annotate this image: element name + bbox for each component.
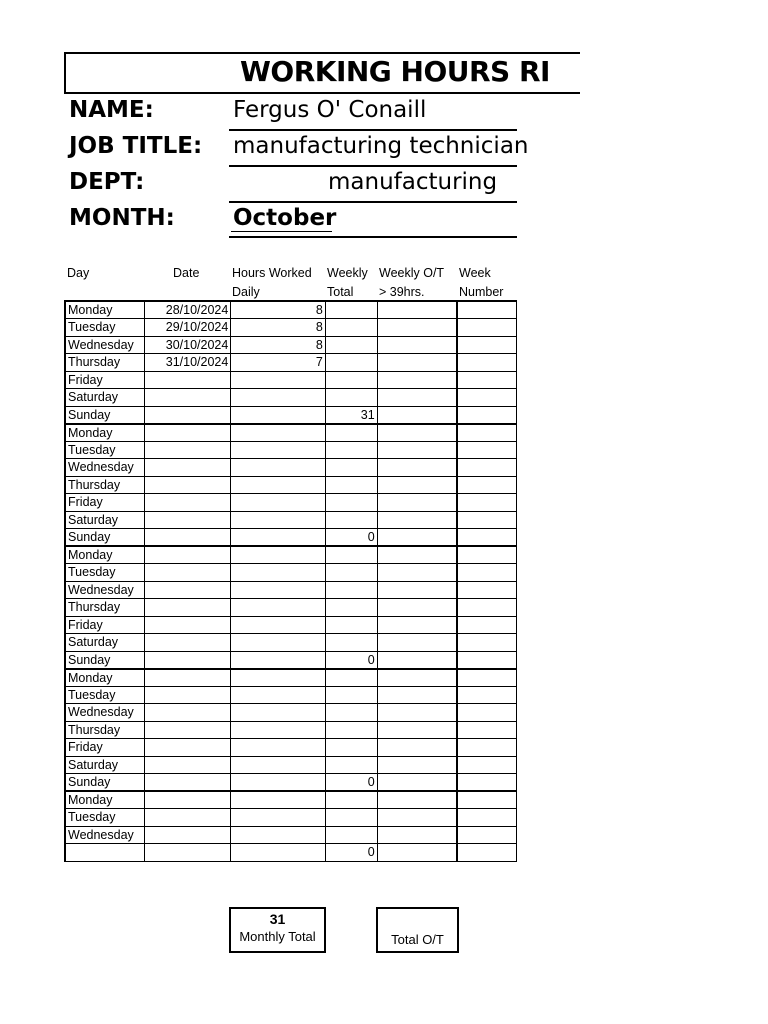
hours-cell[interactable]: [231, 476, 326, 494]
week-number-cell[interactable]: [457, 546, 517, 564]
weekly-ot-cell[interactable]: [377, 669, 457, 687]
hours-cell[interactable]: [231, 406, 326, 424]
day-cell[interactable]: Saturday: [65, 511, 145, 529]
week-number-cell[interactable]: [457, 634, 517, 652]
date-cell[interactable]: [145, 529, 231, 547]
weekly-total-cell[interactable]: [325, 809, 377, 827]
date-cell[interactable]: [145, 371, 231, 389]
date-cell[interactable]: [145, 564, 231, 582]
week-number-cell[interactable]: [457, 599, 517, 617]
weekly-ot-cell[interactable]: [377, 319, 457, 337]
table-row: [65, 704, 517, 722]
day-cell[interactable]: Sunday: [65, 774, 145, 792]
day-cell[interactable]: Thursday: [65, 721, 145, 739]
day-cell[interactable]: Monday: [65, 424, 145, 442]
hours-cell[interactable]: 8: [231, 319, 326, 337]
weekly-ot-cell[interactable]: [377, 844, 457, 862]
weekly-ot-cell[interactable]: [377, 424, 457, 442]
day-cell[interactable]: Sunday: [65, 529, 145, 547]
monthly-total-box: [229, 907, 326, 953]
table-row: [65, 564, 517, 582]
weekly-ot-cell[interactable]: [377, 599, 457, 617]
table-row: [65, 809, 517, 827]
weekly-ot-cell[interactable]: [377, 581, 457, 599]
hours-cell[interactable]: [231, 791, 326, 809]
date-cell[interactable]: [145, 826, 231, 844]
weekly-ot-cell[interactable]: [377, 354, 457, 372]
day-cell[interactable]: Wednesday: [65, 336, 145, 354]
table-row: [65, 529, 517, 547]
date-cell[interactable]: 31/10/2024: [145, 354, 231, 372]
weekly-ot-cell[interactable]: [377, 826, 457, 844]
weekly-total-cell[interactable]: [325, 756, 377, 774]
date-cell[interactable]: [145, 791, 231, 809]
day-cell[interactable]: Tuesday: [65, 686, 145, 704]
hours-cell[interactable]: [231, 599, 326, 617]
hours-cell[interactable]: [231, 721, 326, 739]
weekly-ot-cell[interactable]: [377, 459, 457, 477]
total-ot-label: Total O/T: [391, 932, 444, 947]
weekly-total-cell[interactable]: [325, 634, 377, 652]
hours-cell[interactable]: [231, 669, 326, 687]
weekly-ot-cell[interactable]: [377, 441, 457, 459]
dept-label: DEPT:: [69, 169, 145, 195]
day-cell[interactable]: Monday: [65, 791, 145, 809]
week-number-cell[interactable]: [457, 424, 517, 442]
week-number-cell[interactable]: [457, 581, 517, 599]
weekly-total-cell[interactable]: 0: [325, 774, 377, 792]
table-row: [65, 336, 517, 354]
weekly-total-cell[interactable]: [325, 704, 377, 722]
day-cell[interactable]: Friday: [65, 739, 145, 757]
hours-cell[interactable]: [231, 826, 326, 844]
week-number-cell[interactable]: [457, 511, 517, 529]
col-header-ot-1: Weekly O/T: [379, 266, 445, 280]
weekly-total-cell[interactable]: [325, 319, 377, 337]
job-title-underline: [229, 165, 517, 167]
month-label: MONTH:: [69, 205, 175, 231]
hours-cell[interactable]: [231, 739, 326, 757]
date-cell[interactable]: [145, 774, 231, 792]
col-header-weekly-2: Total: [327, 285, 354, 299]
weekly-ot-cell[interactable]: [377, 791, 457, 809]
weekly-total-cell[interactable]: [325, 336, 377, 354]
date-cell[interactable]: [145, 721, 231, 739]
day-cell[interactable]: Wednesday: [65, 459, 145, 477]
weekly-total-cell[interactable]: [325, 511, 377, 529]
weekly-total-cell[interactable]: [325, 826, 377, 844]
table-row: [65, 616, 517, 634]
weekly-ot-cell[interactable]: [377, 721, 457, 739]
date-cell[interactable]: [145, 599, 231, 617]
hours-table-body: [65, 301, 517, 861]
date-cell[interactable]: [145, 704, 231, 722]
weekly-total-cell[interactable]: [325, 546, 377, 564]
week-number-cell[interactable]: [457, 494, 517, 512]
date-cell[interactable]: [145, 756, 231, 774]
day-cell[interactable]: Thursday: [65, 599, 145, 617]
date-cell[interactable]: [145, 669, 231, 687]
day-cell[interactable]: Wednesday: [65, 704, 145, 722]
weekly-ot-cell[interactable]: [377, 301, 457, 319]
weekly-ot-cell[interactable]: [377, 476, 457, 494]
weekly-total-cell[interactable]: [325, 371, 377, 389]
table-row: [65, 424, 517, 442]
hours-cell[interactable]: [231, 704, 326, 722]
weekly-ot-cell[interactable]: [377, 336, 457, 354]
dept-underline: [229, 201, 517, 203]
hours-cell[interactable]: 8: [231, 336, 326, 354]
page-title: WORKING HOURS RI: [240, 55, 550, 88]
date-cell[interactable]: [145, 686, 231, 704]
week-number-cell[interactable]: [457, 721, 517, 739]
weekly-total-cell[interactable]: [325, 459, 377, 477]
day-cell[interactable]: Thursday: [65, 476, 145, 494]
week-number-cell[interactable]: [457, 651, 517, 669]
hours-cell[interactable]: [231, 424, 326, 442]
week-number-cell[interactable]: [457, 616, 517, 634]
name-label: NAME:: [69, 97, 154, 123]
date-cell[interactable]: [145, 389, 231, 407]
month-value-underline: [231, 231, 332, 232]
weekly-ot-cell[interactable]: [377, 546, 457, 564]
hours-cell[interactable]: 8: [231, 301, 326, 319]
table-row: [65, 599, 517, 617]
weekly-ot-cell[interactable]: [377, 564, 457, 582]
weekly-ot-cell[interactable]: [377, 406, 457, 424]
week-number-cell[interactable]: [457, 354, 517, 372]
weekly-total-cell[interactable]: [325, 791, 377, 809]
date-cell[interactable]: [145, 844, 231, 862]
weekly-ot-cell[interactable]: [377, 774, 457, 792]
table-row: [65, 319, 517, 337]
job-title-label: JOB TITLE:: [69, 133, 203, 159]
weekly-total-cell[interactable]: [325, 424, 377, 442]
hours-cell[interactable]: [231, 546, 326, 564]
day-cell[interactable]: Monday: [65, 546, 145, 564]
col-header-hours-1: Hours Worked: [232, 266, 312, 280]
table-row: [65, 301, 517, 319]
date-cell[interactable]: [145, 651, 231, 669]
table-row: [65, 791, 517, 809]
weekly-total-cell[interactable]: [325, 441, 377, 459]
table-row: [65, 774, 517, 792]
weekly-total-cell[interactable]: [325, 686, 377, 704]
week-number-cell[interactable]: [457, 371, 517, 389]
weekly-ot-cell[interactable]: [377, 634, 457, 652]
col-header-hours-2: Daily: [232, 285, 260, 299]
hours-cell[interactable]: [231, 494, 326, 512]
weekly-ot-cell[interactable]: [377, 529, 457, 547]
week-number-cell[interactable]: [457, 459, 517, 477]
date-cell[interactable]: [145, 511, 231, 529]
week-number-cell[interactable]: [457, 739, 517, 757]
week-number-cell[interactable]: [457, 389, 517, 407]
day-cell[interactable]: Saturday: [65, 389, 145, 407]
date-cell[interactable]: 28/10/2024: [145, 301, 231, 319]
week-number-cell[interactable]: [457, 336, 517, 354]
hours-cell[interactable]: [231, 389, 326, 407]
date-cell[interactable]: [145, 441, 231, 459]
week-number-cell[interactable]: [457, 809, 517, 827]
table-row: [65, 739, 517, 757]
hours-cell[interactable]: [231, 441, 326, 459]
table-row: [65, 756, 517, 774]
date-cell[interactable]: [145, 459, 231, 477]
hours-cell[interactable]: [231, 529, 326, 547]
table-row: [65, 476, 517, 494]
week-number-cell[interactable]: [457, 686, 517, 704]
table-row: [65, 406, 517, 424]
weekly-ot-cell[interactable]: [377, 389, 457, 407]
hours-table: [64, 300, 517, 862]
date-cell[interactable]: [145, 739, 231, 757]
day-cell[interactable]: Friday: [65, 494, 145, 512]
date-cell[interactable]: 29/10/2024: [145, 319, 231, 337]
weekly-ot-cell[interactable]: [377, 494, 457, 512]
name-underline: [229, 129, 517, 131]
week-number-cell[interactable]: [457, 476, 517, 494]
name-value: Fergus O' Conaill: [233, 97, 427, 123]
weekly-total-cell[interactable]: [325, 616, 377, 634]
date-cell[interactable]: 30/10/2024: [145, 336, 231, 354]
table-row: [65, 354, 517, 372]
hours-cell[interactable]: [231, 459, 326, 477]
table-row: [65, 459, 517, 477]
table-row: [65, 721, 517, 739]
table-row: [65, 634, 517, 652]
weekly-total-cell[interactable]: [325, 476, 377, 494]
hours-cell[interactable]: [231, 844, 326, 862]
table-row: [65, 546, 517, 564]
table-row: [65, 494, 517, 512]
date-cell[interactable]: [145, 634, 231, 652]
hours-cell[interactable]: [231, 511, 326, 529]
month-value: October: [233, 205, 337, 231]
week-number-cell[interactable]: [457, 319, 517, 337]
date-cell[interactable]: [145, 476, 231, 494]
monthly-total-label: Monthly Total: [239, 929, 316, 944]
date-cell[interactable]: [145, 581, 231, 599]
week-number-cell[interactable]: [457, 756, 517, 774]
total-ot-box: [376, 907, 459, 953]
weekly-total-cell[interactable]: 31: [325, 406, 377, 424]
weekly-ot-cell[interactable]: [377, 686, 457, 704]
weekly-total-cell[interactable]: [325, 739, 377, 757]
day-cell[interactable]: Saturday: [65, 756, 145, 774]
monthly-total-value: 31: [269, 911, 286, 927]
month-underline: [229, 236, 517, 238]
weekly-total-cell[interactable]: [325, 354, 377, 372]
day-cell[interactable]: Friday: [65, 371, 145, 389]
day-cell[interactable]: [65, 844, 145, 862]
weekly-total-cell[interactable]: 0: [325, 651, 377, 669]
week-number-cell[interactable]: [457, 669, 517, 687]
weekly-total-cell[interactable]: [325, 301, 377, 319]
day-cell[interactable]: Thursday: [65, 354, 145, 372]
hours-cell[interactable]: [231, 371, 326, 389]
table-row: [65, 581, 517, 599]
week-number-cell[interactable]: [457, 406, 517, 424]
day-cell[interactable]: Tuesday: [65, 319, 145, 337]
table-row: [65, 686, 517, 704]
table-row: [65, 389, 517, 407]
hours-cell[interactable]: [231, 564, 326, 582]
week-number-cell[interactable]: [457, 564, 517, 582]
week-number-cell[interactable]: [457, 826, 517, 844]
day-cell[interactable]: Friday: [65, 616, 145, 634]
day-cell[interactable]: Tuesday: [65, 441, 145, 459]
col-header-week-2: Number: [459, 285, 504, 299]
table-row: [65, 826, 517, 844]
day-cell[interactable]: Wednesday: [65, 826, 145, 844]
day-cell[interactable]: Monday: [65, 669, 145, 687]
weekly-ot-cell[interactable]: [377, 704, 457, 722]
hours-cell[interactable]: 7: [231, 354, 326, 372]
week-number-cell[interactable]: [457, 774, 517, 792]
day-cell[interactable]: Saturday: [65, 634, 145, 652]
weekly-total-cell[interactable]: 0: [325, 529, 377, 547]
week-number-cell[interactable]: [457, 844, 517, 862]
col-header-ot-2: > 39hrs.: [379, 285, 425, 299]
week-number-cell[interactable]: [457, 301, 517, 319]
day-cell[interactable]: Sunday: [65, 651, 145, 669]
week-number-cell[interactable]: [457, 704, 517, 722]
weekly-total-cell[interactable]: [325, 599, 377, 617]
table-row: [65, 844, 517, 862]
weekly-total-cell[interactable]: [325, 389, 377, 407]
hours-cell[interactable]: [231, 686, 326, 704]
day-cell[interactable]: Tuesday: [65, 809, 145, 827]
weekly-ot-cell[interactable]: [377, 756, 457, 774]
day-cell[interactable]: Monday: [65, 301, 145, 319]
table-row: [65, 669, 517, 687]
date-cell[interactable]: [145, 546, 231, 564]
weekly-total-cell[interactable]: [325, 669, 377, 687]
weekly-ot-cell[interactable]: [377, 616, 457, 634]
week-number-cell[interactable]: [457, 441, 517, 459]
day-cell[interactable]: Sunday: [65, 406, 145, 424]
date-cell[interactable]: [145, 809, 231, 827]
weekly-total-cell[interactable]: [325, 564, 377, 582]
hours-cell[interactable]: [231, 581, 326, 599]
job-title-value: manufacturing technician: [233, 133, 529, 159]
table-row: [65, 511, 517, 529]
week-number-cell[interactable]: [457, 529, 517, 547]
table-row: [65, 441, 517, 459]
weekly-ot-cell[interactable]: [377, 511, 457, 529]
week-number-cell[interactable]: [457, 791, 517, 809]
dept-value: manufacturing: [328, 169, 498, 195]
date-cell[interactable]: [145, 406, 231, 424]
hours-cell[interactable]: [231, 756, 326, 774]
weekly-ot-cell[interactable]: [377, 809, 457, 827]
col-header-day: Day: [67, 266, 90, 280]
weekly-ot-cell[interactable]: [377, 371, 457, 389]
col-header-date: Date: [173, 266, 200, 280]
hours-cell[interactable]: [231, 651, 326, 669]
date-cell[interactable]: [145, 424, 231, 442]
table-row: [65, 651, 517, 669]
weekly-total-cell[interactable]: [325, 581, 377, 599]
hours-cell[interactable]: [231, 616, 326, 634]
date-cell[interactable]: [145, 494, 231, 512]
weekly-ot-cell[interactable]: [377, 739, 457, 757]
hours-cell[interactable]: [231, 774, 326, 792]
date-cell[interactable]: [145, 616, 231, 634]
day-cell[interactable]: Tuesday: [65, 564, 145, 582]
day-cell[interactable]: Wednesday: [65, 581, 145, 599]
hours-cell[interactable]: [231, 634, 326, 652]
table-row: [65, 371, 517, 389]
col-header-weekly-1: Weekly: [327, 266, 368, 280]
weekly-total-cell[interactable]: [325, 721, 377, 739]
col-header-week-1: Week: [459, 266, 491, 280]
weekly-ot-cell[interactable]: [377, 651, 457, 669]
hours-cell[interactable]: [231, 809, 326, 827]
weekly-total-cell[interactable]: 0: [325, 844, 377, 862]
weekly-total-cell[interactable]: [325, 494, 377, 512]
